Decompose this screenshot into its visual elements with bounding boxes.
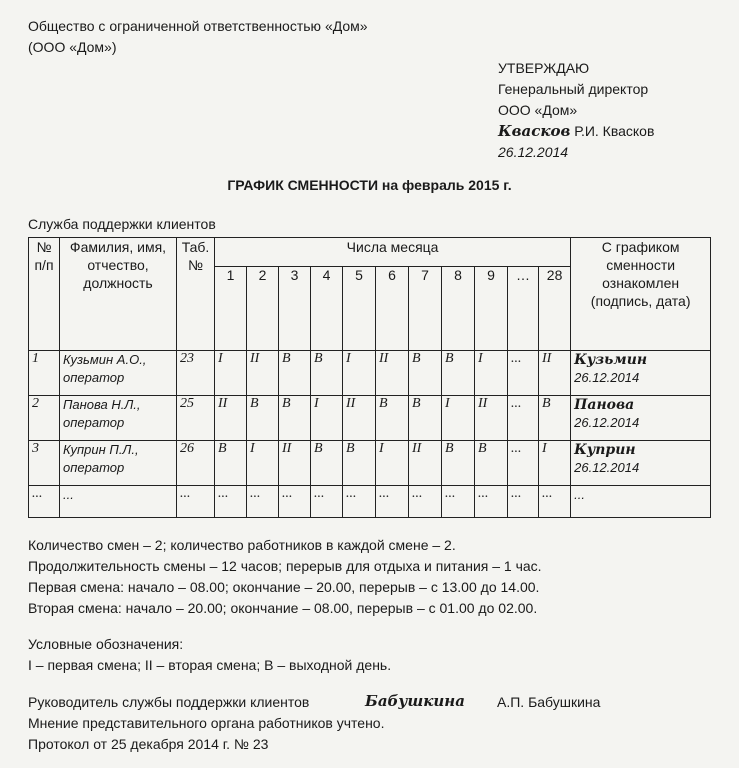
head-signature: Бабушкина [365, 692, 465, 710]
shift-cell: ... [311, 486, 343, 518]
employee-signature: Кузьмин [574, 352, 648, 368]
day-header: 6 [376, 267, 409, 351]
shift-cell: В [442, 351, 475, 396]
approval-label: УТВЕРЖДАЮ [498, 60, 590, 76]
ack-cell [571, 351, 711, 396]
shift-cell: ... [247, 486, 279, 518]
approval-block [498, 58, 654, 163]
approval-date: 26.12.2014 [498, 144, 569, 160]
shift-cell: ... [279, 486, 311, 518]
shift-cell: I [215, 351, 247, 396]
header-row [29, 238, 711, 267]
shift-cell: В [311, 441, 343, 486]
column-header-tab: Таб. № [177, 238, 215, 351]
shift-cell: В [311, 351, 343, 396]
approval-company: ООО «Дом» [498, 102, 578, 118]
shift-cell: ... [508, 396, 539, 441]
table-row [29, 396, 711, 441]
shift-cell: II [215, 396, 247, 441]
shift-cell: I [539, 441, 571, 486]
column-header-days: Числа месяца [215, 238, 571, 267]
department-name: Служба поддержки клиентов [28, 216, 216, 232]
row-number: ... [29, 486, 60, 518]
ack-date: 26.12.2014 [574, 415, 640, 430]
row-number: 3 [29, 441, 60, 486]
shift-cell: I [442, 396, 475, 441]
approval-signature-line [498, 121, 654, 142]
note-line: Первая смена: начало – 08.00; окончание – 20.00, перерыв – с 13.00 до 14.00. [28, 579, 540, 595]
shift-cell: II [279, 441, 311, 486]
table-row [29, 351, 711, 396]
ack-date: 26.12.2014 [574, 370, 640, 385]
employee-name: Панова Н.Л., оператор [60, 396, 177, 441]
shift-cell: ... [442, 486, 475, 518]
shift-cell: В [247, 396, 279, 441]
shift-cell: В [279, 351, 311, 396]
ack-date: ... [574, 487, 585, 502]
head-name: А.П. Бабушкина [497, 694, 601, 710]
director-signature: Квасков [498, 122, 571, 140]
table-row [29, 441, 711, 486]
ack-cell [571, 396, 711, 441]
column-header-num: № п/п [29, 238, 60, 351]
shift-cell: II [247, 351, 279, 396]
shift-cell: В [215, 441, 247, 486]
shift-cell: ... [376, 486, 409, 518]
shift-cell: ... [508, 351, 539, 396]
ack-cell [571, 486, 711, 518]
document-title: ГРАФИК СМЕННОСТИ на февраль 2015 г. [227, 177, 512, 193]
tab-number: 26 [177, 441, 215, 486]
row-number: 1 [29, 351, 60, 396]
shift-cell: В [343, 441, 376, 486]
legend [28, 634, 391, 676]
organization-short-name: (ООО «Дом») [28, 39, 117, 55]
day-header: 9 [475, 267, 508, 351]
shift-cell: II [409, 441, 442, 486]
shift-cell: В [376, 396, 409, 441]
day-header: 4 [311, 267, 343, 351]
row-number: 2 [29, 396, 60, 441]
day-header: 2 [247, 267, 279, 351]
shift-cell: I [343, 351, 376, 396]
shift-cell: ... [475, 486, 508, 518]
note-line: Продолжительность смены – 12 часов; перерыв для отдыха и питания – 1 час. [28, 558, 542, 574]
shift-cell: I [311, 396, 343, 441]
shift-cell: В [539, 396, 571, 441]
tab-number: 25 [177, 396, 215, 441]
note-line: Количество смен – 2; количество работников в каждой смене – 2. [28, 537, 456, 553]
ack-cell [571, 441, 711, 486]
table-row [29, 486, 711, 518]
tab-number: ... [177, 486, 215, 518]
employee-name: Кузьмин А.О., оператор [60, 351, 177, 396]
shift-cell: В [409, 396, 442, 441]
director-name: Р.И. Квасков [574, 123, 655, 139]
day-header: 8 [442, 267, 475, 351]
shift-cell: II [475, 396, 508, 441]
shift-cell: В [475, 441, 508, 486]
legend-title: Условные обозначения: [28, 636, 184, 652]
head-position: Руководитель службы поддержки клиентов [28, 694, 310, 710]
day-header: 3 [279, 267, 311, 351]
note-line: Вторая смена: начало – 20.00; окончание – 08.00, перерыв – с 01.00 до 02.00. [28, 600, 538, 616]
tab-number: 23 [177, 351, 215, 396]
shift-cell: II [376, 351, 409, 396]
shift-cell: I [475, 351, 508, 396]
employee-signature: Панова [574, 397, 635, 413]
employee-name: ... [60, 486, 177, 518]
column-header-ack: С графиком сменности ознакомлен (подпись, дата) [571, 238, 711, 351]
shift-cell: II [539, 351, 571, 396]
shift-cell: ... [409, 486, 442, 518]
employee-signature: Куприн [574, 442, 636, 458]
shift-cell: ... [508, 441, 539, 486]
day-header: 28 [539, 267, 571, 351]
organization-name: Общество с ограниченной ответственностью «Дом» [28, 18, 368, 34]
day-header: 1 [215, 267, 247, 351]
organization-header [28, 16, 368, 58]
shift-cell: ... [343, 486, 376, 518]
opinion-note: Мнение представительного органа работников учтено. [28, 715, 385, 731]
shift-cell: I [247, 441, 279, 486]
shift-cell: ... [508, 486, 539, 518]
shift-cell: В [279, 396, 311, 441]
shift-cell: В [409, 351, 442, 396]
protocol-note: Протокол от 25 декабря 2014 г. № 23 [28, 736, 269, 752]
shift-cell: В [442, 441, 475, 486]
shift-cell: I [376, 441, 409, 486]
shift-cell: ... [539, 486, 571, 518]
day-header: 7 [409, 267, 442, 351]
column-header-name: Фамилия, имя, отчество, должность [60, 238, 177, 351]
employee-name: Куприн П.Л., оператор [60, 441, 177, 486]
day-header: 5 [343, 267, 376, 351]
ack-date: 26.12.2014 [574, 460, 640, 475]
shift-schedule-table [28, 237, 711, 518]
approval-position: Генеральный директор [498, 81, 649, 97]
shift-cell: ... [215, 486, 247, 518]
schedule-notes [28, 535, 542, 619]
legend-text: I – первая смена; II – вторая смена; В – выходной день. [28, 657, 392, 673]
shift-cell: II [343, 396, 376, 441]
day-header: … [508, 267, 539, 351]
